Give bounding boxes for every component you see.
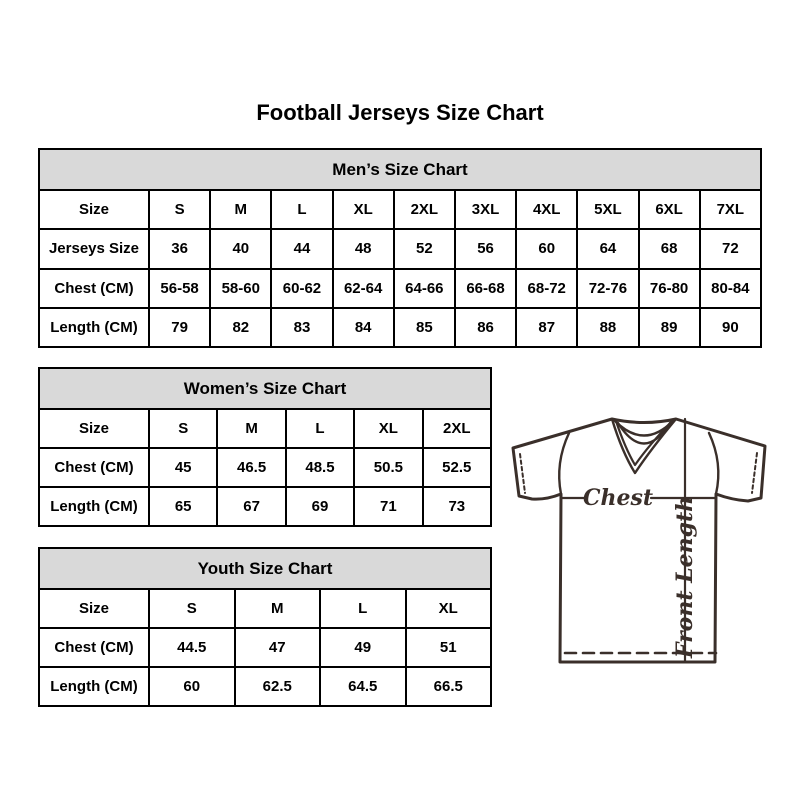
value-cell: XL [333, 190, 394, 229]
value-cell: 46.5 [217, 448, 285, 487]
collar-band-arc-2 [618, 423, 670, 444]
value-cell: 7XL [700, 190, 761, 229]
value-cell: 3XL [455, 190, 516, 229]
jersey-outline [513, 419, 765, 662]
value-cell: 89 [639, 308, 700, 347]
value-cell: L [320, 589, 406, 628]
front-length-label: Front Length [672, 495, 698, 659]
row-label-cell: Size [39, 589, 149, 628]
value-cell: 72-76 [577, 269, 638, 308]
value-cell: 72 [700, 229, 761, 268]
table-row [39, 190, 761, 229]
mens-size-chart-table [38, 148, 762, 348]
value-cell: S [149, 190, 210, 229]
value-cell: 62-64 [333, 269, 394, 308]
table-row [39, 409, 491, 448]
value-cell: 60 [149, 667, 235, 706]
table-row [39, 308, 761, 347]
value-cell: M [217, 409, 285, 448]
table-header-row [39, 548, 491, 589]
value-cell: 47 [235, 628, 321, 667]
row-label-cell: Jerseys Size [39, 229, 149, 268]
jersey-measurement-diagram [505, 405, 771, 675]
value-cell: 84 [333, 308, 394, 347]
value-cell: 4XL [516, 190, 577, 229]
value-cell: 85 [394, 308, 455, 347]
value-cell: 64.5 [320, 667, 406, 706]
value-cell: 5XL [577, 190, 638, 229]
right-armhole-seam [709, 433, 718, 494]
value-cell: 36 [149, 229, 210, 268]
row-label-cell: Size [39, 409, 149, 448]
value-cell: 49 [320, 628, 406, 667]
row-label-cell: Length (CM) [39, 308, 149, 347]
value-cell: 82 [210, 308, 271, 347]
value-cell: 52 [394, 229, 455, 268]
value-cell: 48 [333, 229, 394, 268]
value-cell: 83 [271, 308, 332, 347]
table-row [39, 448, 491, 487]
value-cell: 90 [700, 308, 761, 347]
value-cell: 48.5 [286, 448, 354, 487]
womens-size-chart-table [38, 367, 492, 527]
value-cell: 66.5 [406, 667, 492, 706]
value-cell: 56 [455, 229, 516, 268]
value-cell: 51 [406, 628, 492, 667]
value-cell: 80-84 [700, 269, 761, 308]
value-cell: 40 [210, 229, 271, 268]
table-header: Women’s Size Chart [39, 368, 491, 409]
value-cell: S [149, 409, 217, 448]
left-armhole-seam [559, 433, 569, 494]
value-cell: 44.5 [149, 628, 235, 667]
table-row [39, 628, 491, 667]
table-row [39, 667, 491, 706]
table-header: Men’s Size Chart [39, 149, 761, 190]
value-cell: 62.5 [235, 667, 321, 706]
value-cell: 68 [639, 229, 700, 268]
table-row [39, 589, 491, 628]
value-cell: 64-66 [394, 269, 455, 308]
row-label-cell: Chest (CM) [39, 628, 149, 667]
value-cell: 86 [455, 308, 516, 347]
value-cell: 66-68 [455, 269, 516, 308]
value-cell: 50.5 [354, 448, 422, 487]
value-cell: L [271, 190, 332, 229]
table-row [39, 269, 761, 308]
value-cell: 67 [217, 487, 285, 526]
row-label-cell: Length (CM) [39, 487, 149, 526]
table-row [39, 229, 761, 268]
value-cell: 65 [149, 487, 217, 526]
page-title: Football Jerseys Size Chart [256, 100, 544, 125]
chest-label: Chest [582, 485, 654, 511]
value-cell: 71 [354, 487, 422, 526]
table-header: Youth Size Chart [39, 548, 491, 589]
value-cell: 2XL [423, 409, 491, 448]
value-cell: XL [406, 589, 492, 628]
value-cell: 87 [516, 308, 577, 347]
row-label-cell: Chest (CM) [39, 448, 149, 487]
value-cell: 44 [271, 229, 332, 268]
table-header-row [39, 149, 761, 190]
value-cell: 45 [149, 448, 217, 487]
value-cell: M [210, 190, 271, 229]
table-header-row [39, 368, 491, 409]
value-cell: 79 [149, 308, 210, 347]
value-cell: S [149, 589, 235, 628]
row-label-cell: Size [39, 190, 149, 229]
row-label-cell: Length (CM) [39, 667, 149, 706]
value-cell: M [235, 589, 321, 628]
value-cell: 6XL [639, 190, 700, 229]
value-cell: 69 [286, 487, 354, 526]
value-cell: 60 [516, 229, 577, 268]
value-cell: 68-72 [516, 269, 577, 308]
youth-size-chart-table [38, 547, 492, 707]
value-cell: 58-60 [210, 269, 271, 308]
table-row [39, 487, 491, 526]
value-cell: 64 [577, 229, 638, 268]
value-cell: 76-80 [639, 269, 700, 308]
value-cell: XL [354, 409, 422, 448]
row-label-cell: Chest (CM) [39, 269, 149, 308]
value-cell: 2XL [394, 190, 455, 229]
value-cell: 52.5 [423, 448, 491, 487]
left-cuff-stitch-line [520, 454, 525, 493]
value-cell: 60-62 [271, 269, 332, 308]
value-cell: 56-58 [149, 269, 210, 308]
right-cuff-stitch-line [752, 453, 757, 493]
value-cell: 73 [423, 487, 491, 526]
value-cell: L [286, 409, 354, 448]
value-cell: 88 [577, 308, 638, 347]
